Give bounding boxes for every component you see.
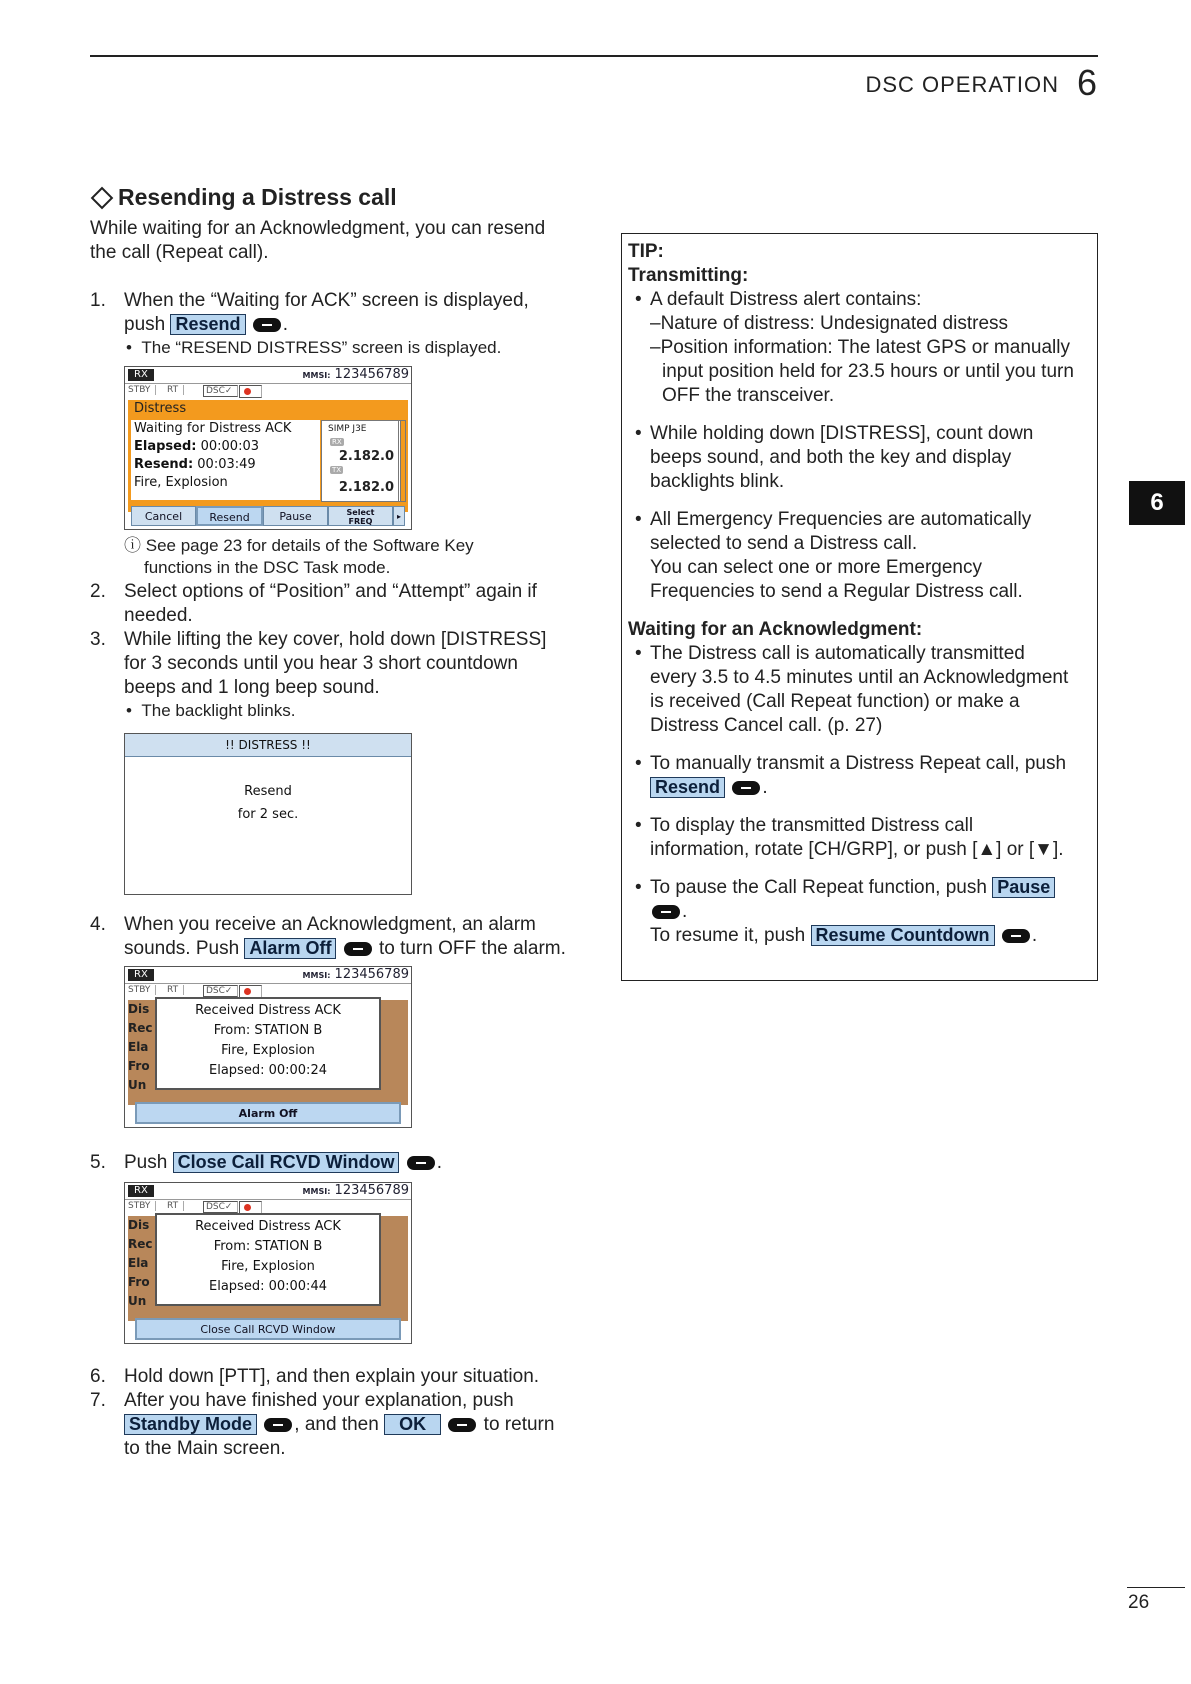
soft-key-icon (253, 318, 281, 332)
resend-distress-screen: RX MMSI: 123456789 STBY RT DSC✓ Distress Waiting for Distress ACK Elapsed: 00:00:03 Resend: 00:03:49 Fire, Explosion SIMP J3E RX 2.182.0 TX 2.182.0 Cancel Resend Pause Select FREQ ▸ (124, 366, 412, 530)
close-call-rcvd-window-soft-key[interactable]: Close Call RCVD Window (135, 1318, 401, 1340)
alarm-off-soft-key[interactable]: Alarm Off (135, 1102, 401, 1124)
tip-resend-label: Resend (650, 777, 725, 798)
select-freq-soft-key[interactable]: Select FREQ (328, 506, 393, 526)
section-title: Resending a Distress call (90, 184, 397, 211)
chapter-header (865, 62, 1098, 104)
info-icon: ⓘ (124, 536, 141, 555)
header-rule (90, 55, 1098, 57)
cancel-soft-key[interactable]: Cancel (131, 506, 196, 526)
diamond-icon (91, 187, 114, 210)
received-ack-screen-1: RX MMSI: 123456789 STBY RT DSC✓ Dis Rec Ela Fro Un Received Distress ACK From: STATION B Fire, Explosion Elapsed: 00:00:24 Alarm Off (124, 966, 412, 1128)
alarm-off-soft-key-label: Alarm Off (244, 938, 336, 959)
distress-countdown-screen: !! DISTRESS !! Resend for 2 sec. (124, 733, 412, 895)
close-call-rcvd-window-label: Close Call RCVD Window (173, 1152, 400, 1173)
page-number-rule (1127, 1587, 1185, 1588)
ok-label: OK (384, 1414, 441, 1435)
soft-key-icon (1002, 929, 1030, 943)
soft-key-icon (344, 942, 372, 956)
chapter-number: 6 (1076, 62, 1098, 103)
record-icon (239, 385, 262, 398)
section-intro: While waiting for an Acknowledgment, you can resend the call (Repeat call). (90, 218, 546, 263)
tip-box: TIP: Transmitting: • A default Distress alert contains: –Nature of distress: Undesignated distress –Position information: The latest GPS or manually input position held for 23.5 hours or until you turn OFF the transceiver. • While holding down [DISTRESS], count down beeps sound, and both the key and display backlights blink. • All Emergency Frequencies are automatically selected to send a Distress call. You can select one or more Emergency Frequencies to send a Regular Distress call. Waiting for an Acknowledgment: • The Distress call is automatically transmitted every 3.5 to 4.5 minutes until an Acknowledgment is received (Call Repeat function) or make a Distress Cancel call. (p. 27) • To manually transmit a Distress Repeat call, push Resend . • To display the transmitted Distress call information, rotate [CH/GRP], or push [▲] or [▼]. • To pause the Call Repeat function, push Pause . To resume it, push Resume Countdown . (621, 233, 1098, 981)
ack-popup: Received Distress ACK From: STATION B Fire, Explosion Elapsed: 00:00:44 (155, 1213, 381, 1306)
resend-soft-key-label: Resend (170, 314, 245, 335)
next-arrow-icon[interactable]: ▸ (393, 506, 405, 526)
pause-soft-key[interactable]: Pause (263, 506, 328, 526)
standby-mode-label: Standby Mode (124, 1414, 257, 1435)
page-number: 26 (1128, 1592, 1150, 1613)
soft-key-icon (732, 781, 760, 795)
chapter-tab: 6 (1129, 481, 1185, 525)
info-note: ⓘ See page 23 for details of the Software Key functions in the DSC Task mode. (124, 536, 474, 577)
soft-key-icon (264, 1418, 292, 1432)
received-ack-screen-2: RX MMSI: 123456789 STBY RT DSC✓ Dis Rec Ela Fro Un Received Distress ACK From: STATION B Fire, Explosion Elapsed: 00:00:44 Close Call RCVD Window (124, 1182, 412, 1344)
chapter-title: DSC OPERATION (865, 72, 1059, 97)
tip-resume-countdown-label: Resume Countdown (811, 925, 995, 946)
resend-soft-key[interactable]: Resend (196, 506, 263, 526)
tip-pause-label: Pause (992, 877, 1055, 898)
soft-key-icon (652, 905, 680, 919)
soft-key-icon (407, 1156, 435, 1170)
soft-key-icon (448, 1418, 476, 1432)
ack-popup: Received Distress ACK From: STATION B Fire, Explosion Elapsed: 00:00:24 (155, 997, 381, 1090)
